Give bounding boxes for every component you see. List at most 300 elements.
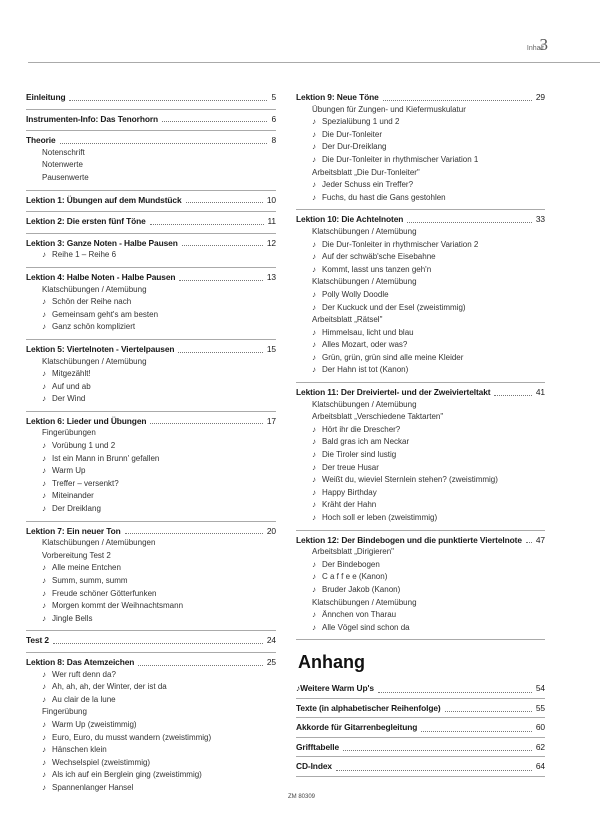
toc-title: Grifftabelle (296, 741, 340, 752)
music-note-icon: ♪ (42, 669, 46, 679)
music-note-icon: ♪ (312, 610, 316, 620)
toc-entry[interactable] (296, 192, 545, 205)
music-note-icon: ♪ (312, 475, 316, 485)
music-note-icon: ♪ (312, 500, 316, 510)
entry-text: Fingerübung (42, 707, 87, 717)
toc-entry[interactable] (26, 600, 276, 613)
music-note-icon: ♪ (42, 563, 46, 573)
music-note-icon: ♪ (312, 462, 316, 472)
toc-page-number: 11 (267, 216, 276, 227)
toc-entry[interactable] (26, 537, 276, 550)
toc-title: Lektion 12: Der Bindebogen und die punktierte Viertelnote (296, 534, 522, 545)
entry-text: Arbeitsblatt „Dirigieren" (312, 547, 394, 557)
music-note-icon: ♪ (42, 466, 46, 476)
music-note-icon: ♪ (42, 613, 46, 623)
entry-text: Polly Wolly Doodle (322, 289, 389, 299)
toc-entry[interactable] (26, 309, 276, 322)
toc-entry[interactable] (296, 179, 545, 192)
toc-heading[interactable] (26, 114, 276, 126)
toc-heading[interactable] (296, 679, 545, 698)
toc-entry[interactable] (26, 706, 276, 719)
toc-entry[interactable] (26, 159, 276, 172)
toc-section (26, 272, 276, 334)
toc-entry[interactable] (26, 782, 276, 795)
toc-title: Lektion 11: Der Dreiviertel- und der Zweivierteltakt (296, 387, 491, 398)
toc-section (296, 535, 545, 635)
entry-text: Die Dur-Tonleiter in rhythmischer Variation 1 (322, 154, 479, 164)
music-note-icon: ♪ (312, 180, 316, 190)
dot-leader (178, 344, 262, 353)
entry-text: Vorübung 1 und 2 (52, 441, 116, 451)
toc-heading[interactable] (26, 657, 276, 669)
entry-text: Ah, ah, ah, der Winter, der ist da (52, 682, 167, 692)
toc-entry[interactable] (26, 681, 276, 694)
music-note-icon: ♪ (312, 192, 316, 202)
toc-title: Lektion 2: Die ersten fünf Töne (26, 216, 146, 227)
music-note-icon: ♪ (312, 487, 316, 497)
toc-section (26, 526, 276, 626)
entry-text: Wer ruft denn da? (52, 669, 116, 679)
entry-text: Auf der schwäb'sche Eisebahne (322, 252, 436, 262)
toc-entry[interactable] (26, 368, 276, 381)
entry-text: Die Dur-Tonleiter (322, 129, 383, 139)
toc-entry[interactable] (296, 289, 545, 302)
toc-page-number: 6 (271, 113, 276, 124)
toc-heading[interactable] (296, 718, 545, 737)
entry-text: Warm Up (zweistimmig) (52, 719, 137, 729)
entry-text: Alle Vögel sind schon da (322, 622, 410, 632)
music-note-icon: ♪ (312, 302, 316, 312)
toc-entry[interactable] (296, 167, 545, 180)
entry-text: Treffer – versenkt? (52, 478, 119, 488)
entry-text: Die Tiroler sind lustig (322, 450, 397, 460)
toc-heading[interactable] (26, 272, 276, 284)
toc-entry[interactable] (296, 327, 545, 340)
dot-leader (421, 718, 532, 732)
toc-title: ♪Weitere Warm Up's (296, 683, 374, 694)
section-divider (296, 209, 545, 210)
toc-entry[interactable] (296, 399, 545, 412)
music-note-icon: ♪ (312, 252, 316, 262)
toc-heading[interactable] (296, 387, 545, 399)
toc-entry[interactable] (296, 512, 545, 525)
toc-title: Theorie (26, 135, 56, 146)
toc-entry[interactable] (26, 249, 276, 262)
toc-heading[interactable] (26, 416, 276, 428)
dot-leader (445, 699, 532, 713)
dot-leader (179, 272, 262, 281)
toc-page-number: 17 (266, 415, 276, 426)
music-note-icon: ♪ (42, 478, 46, 488)
toc-title: Akkorde für Gitarrenbegleitung (296, 722, 418, 733)
entry-text: Spannenlanger Hansel (52, 782, 134, 792)
toc-entry[interactable] (296, 499, 545, 512)
toc-title: Lektion 7: Ein neuer Ton (26, 525, 121, 536)
music-note-icon: ♪ (312, 142, 316, 152)
toc-heading[interactable] (296, 535, 545, 547)
entry-text: Jeder Schuss ein Treffer? (322, 180, 414, 190)
toc-entry[interactable] (296, 116, 545, 129)
entry-text: Der Dur-Dreiklang (322, 142, 387, 152)
toc-heading[interactable] (296, 738, 545, 757)
music-note-icon: ♪ (42, 694, 46, 704)
entry-text: Der Dreiklang (52, 504, 101, 514)
toc-heading[interactable] (296, 699, 545, 718)
music-note-icon: ♪ (42, 297, 46, 307)
toc-entry[interactable] (26, 356, 276, 369)
entry-text: Grün, grün, grün sind alle meine Kleider (322, 352, 464, 362)
entry-text: Klatschübungen / Atemübung (42, 284, 147, 294)
toc-entry[interactable] (26, 694, 276, 707)
toc-entry[interactable] (296, 302, 545, 315)
entry-text: Hoch soll er leben (zweistimmig) (322, 513, 438, 522)
music-note-icon: ♪ (42, 250, 46, 260)
entry-text: Klatschübungen / Atemübungen (42, 538, 156, 548)
toc-entry[interactable] (26, 613, 276, 626)
music-note-icon: ♪ (312, 559, 316, 569)
toc-page-number: 5 (271, 92, 276, 102)
toc-page-number: 33 (535, 214, 545, 225)
toc-entry[interactable] (26, 732, 276, 745)
entry-text: Pausenwerte (42, 172, 89, 182)
toc-left-column (26, 92, 276, 795)
dot-leader (378, 679, 532, 693)
toc-page-number: 15 (266, 343, 276, 354)
toc-entry[interactable] (296, 609, 545, 622)
entry-text: Arbeitsblatt „Verschiedene Taktarten" (312, 412, 444, 422)
entry-text: Mitgezählt! (52, 369, 91, 379)
entry-text: Arbeitsblatt „Die Dur-Tonleiter" (312, 167, 420, 177)
section-divider (26, 521, 276, 522)
toc-page-number: 54 (535, 683, 545, 694)
footer-code: ZM 80309 (288, 794, 316, 800)
music-note-icon: ♪ (42, 369, 46, 379)
toc-entry[interactable] (296, 276, 545, 289)
toc-section (26, 195, 276, 207)
toc-entry[interactable] (26, 453, 276, 466)
toc-heading[interactable] (26, 195, 276, 207)
entry-text: Klatschübungen / Atemübung (312, 226, 417, 236)
music-note-icon: ♪ (296, 683, 301, 694)
section-divider (26, 652, 276, 653)
entry-text: Himmelsau, licht und blau (322, 327, 414, 337)
music-note-icon: ♪ (42, 782, 46, 792)
toc-title: Lektion 10: Die Achtelnoten (296, 214, 404, 225)
page-header (28, 32, 600, 63)
dot-leader (162, 114, 267, 123)
toc-entry[interactable] (296, 424, 545, 437)
entry-text: Happy Birthday (322, 487, 377, 497)
toc-title: Lektion 1: Übungen auf dem Mundstück (26, 194, 182, 205)
entry-text: Wechselspiel (zweistimmig) (52, 757, 151, 767)
toc-section (26, 114, 276, 126)
anhang-row (296, 699, 545, 719)
anhang-list (296, 679, 545, 777)
toc-entry[interactable] (296, 584, 545, 597)
entry-text: Der treue Husar (322, 462, 379, 472)
toc-page-number: 64 (535, 761, 545, 772)
toc-entry[interactable] (296, 622, 545, 635)
toc-title: Instrumenten-Info: Das Tenorhorn (26, 113, 159, 124)
toc-entry[interactable] (296, 251, 545, 264)
toc-entry[interactable] (26, 550, 276, 563)
entry-text: Morgen kommt der Weihnachtsmann (52, 601, 184, 611)
toc-entry[interactable] (26, 478, 276, 491)
entry-text: Gemeinsam geht's am besten (52, 309, 159, 319)
entry-text: Reihe 1 – Reihe 6 (52, 250, 117, 260)
entry-text: Vorbereitung Test 2 (42, 550, 111, 560)
toc-title: Einleitung (26, 92, 66, 102)
toc-entry[interactable] (26, 465, 276, 478)
entry-text: Der Hahn ist tot (Kanon) (322, 365, 409, 375)
music-note-icon: ♪ (312, 327, 316, 337)
music-note-icon: ♪ (312, 239, 316, 249)
toc-entry[interactable] (26, 744, 276, 757)
dot-leader (125, 526, 263, 535)
entry-text: Bald gras ich am Neckar (322, 437, 410, 447)
dot-leader (526, 535, 532, 544)
toc-page-number: 62 (535, 741, 545, 752)
toc-title: Lektion 5: Viertelnoten - Viertelpausen (26, 343, 175, 354)
toc-entry[interactable] (296, 487, 545, 500)
toc-entry[interactable] (26, 172, 276, 185)
section-divider (296, 382, 545, 383)
music-note-icon: ♪ (312, 352, 316, 362)
anhang-row (296, 679, 545, 699)
section-divider (296, 639, 545, 640)
entry-text: Ganz schön kompliziert (52, 322, 136, 332)
toc-entry[interactable] (26, 393, 276, 406)
entry-text: Miteinander (52, 491, 94, 501)
entry-text: Klatschübungen / Atemübung (312, 399, 417, 409)
dot-leader (182, 238, 263, 247)
toc-page-number: 60 (535, 722, 545, 733)
toc-heading[interactable] (26, 238, 276, 250)
entry-text: Fingerübungen (42, 428, 96, 438)
section-divider (296, 530, 545, 531)
toc-entry[interactable] (296, 474, 545, 487)
toc-heading[interactable] (26, 216, 276, 228)
toc-page-number: 41 (535, 387, 545, 398)
section-divider (26, 211, 276, 212)
toc-section (26, 416, 276, 516)
music-note-icon: ♪ (42, 588, 46, 598)
music-note-icon: ♪ (312, 289, 316, 299)
toc-section (296, 214, 545, 377)
music-note-icon: ♪ (312, 572, 316, 582)
entry-text: C a f f e e (Kanon) (322, 572, 388, 582)
toc-entry[interactable] (26, 321, 276, 334)
music-note-icon: ♪ (42, 504, 46, 514)
dot-leader (150, 216, 264, 225)
dot-leader (343, 738, 532, 752)
entry-text: Klatschübungen / Atemübung (312, 277, 417, 287)
toc-entry[interactable] (26, 503, 276, 516)
anhang-row (296, 757, 545, 777)
music-note-icon: ♪ (42, 491, 46, 501)
toc-heading[interactable] (296, 214, 545, 226)
entry-text: Alles Mozart, oder was? (322, 340, 408, 350)
music-note-icon: ♪ (42, 322, 46, 332)
anhang-row (296, 738, 545, 758)
toc-entry[interactable] (296, 411, 545, 424)
entry-text: Notenschrift (42, 147, 85, 157)
toc-entry[interactable] (26, 490, 276, 503)
section-divider (26, 233, 276, 234)
music-note-icon: ♪ (312, 513, 316, 522)
section-divider (26, 411, 276, 412)
music-note-icon: ♪ (42, 394, 46, 404)
toc-entry[interactable] (296, 546, 545, 559)
toc-entry[interactable] (296, 571, 545, 584)
section-divider (26, 130, 276, 131)
music-note-icon: ♪ (42, 732, 46, 742)
toc-entry[interactable] (26, 588, 276, 601)
toc-right-column (296, 92, 545, 777)
entry-text: Bruder Jakob (Kanon) (322, 584, 401, 594)
toc-title: Lektion 4: Halbe Noten - Halbe Pausen (26, 271, 176, 282)
toc-heading[interactable] (26, 526, 276, 538)
toc-entry[interactable] (26, 147, 276, 160)
music-note-icon: ♪ (312, 424, 316, 434)
entry-text: Klatschübungen / Atemübung (312, 597, 417, 607)
toc-entry[interactable] (296, 129, 545, 142)
music-note-icon: ♪ (42, 381, 46, 391)
toc-heading[interactable] (296, 757, 545, 776)
dot-leader (60, 135, 268, 144)
toc-section (26, 135, 276, 184)
toc-entry[interactable] (296, 559, 545, 572)
toc-entry[interactable] (296, 597, 545, 610)
music-note-icon: ♪ (312, 622, 316, 632)
toc-entry[interactable] (26, 669, 276, 682)
toc-entry[interactable] (26, 769, 276, 782)
music-note-icon: ♪ (42, 757, 46, 767)
toc-entry[interactable] (296, 239, 545, 252)
music-note-icon: ♪ (42, 441, 46, 451)
toc-heading[interactable] (26, 135, 276, 147)
entry-text: Als ich auf ein Berglein ging (zweistimmig) (52, 770, 202, 780)
entry-text: Freude schöner Götterfunken (52, 588, 157, 598)
music-note-icon: ♪ (42, 453, 46, 463)
music-note-icon: ♪ (42, 309, 46, 319)
entry-text: Au clair de la lune (52, 694, 116, 704)
toc-entry[interactable] (296, 352, 545, 365)
toc-entry[interactable] (26, 427, 276, 440)
music-note-icon: ♪ (312, 129, 316, 139)
section-divider (26, 339, 276, 340)
music-note-icon: ♪ (42, 745, 46, 755)
toc-section (296, 387, 545, 525)
entry-text: Ist ein Mann in Brunn' gefallen (52, 453, 160, 463)
entry-text: Die Dur-Tonleiter in rhythmischer Variation 2 (322, 239, 479, 249)
toc-entry[interactable] (296, 364, 545, 377)
toc-entry[interactable] (296, 226, 545, 239)
toc-entry[interactable] (296, 264, 545, 277)
anhang-row (296, 718, 545, 738)
music-note-icon: ♪ (312, 437, 316, 447)
toc-title: Lektion 6: Lieder und Übungen (26, 415, 147, 426)
toc-page-number: 29 (535, 92, 545, 102)
section-divider (26, 109, 276, 110)
entry-text: Kräht der Hahn (322, 500, 377, 510)
toc-title: Texte (in alphabetischer Reihenfolge) (296, 702, 441, 713)
toc-entry[interactable] (296, 449, 545, 462)
music-note-icon: ♪ (312, 365, 316, 375)
section-divider (26, 190, 276, 191)
toc-page-number: 8 (271, 135, 276, 146)
toc-section (26, 92, 276, 104)
entry-text: Summ, summ, summ (52, 576, 128, 585)
entry-text: Klatschübungen / Atemübung (42, 356, 147, 366)
toc-entry[interactable] (296, 141, 545, 154)
toc-entry[interactable] (26, 757, 276, 770)
toc-page-number: 20 (266, 525, 276, 536)
toc-section (26, 238, 276, 262)
dot-leader (53, 635, 263, 644)
entry-text: Hänschen klein (52, 745, 107, 755)
entry-text: Der Kuckuck und der Esel (zweistimmig) (322, 302, 466, 312)
toc-heading[interactable] (26, 635, 276, 647)
entry-text: Übungen für Zungen- und Kiefermuskulatur (312, 104, 466, 114)
dot-leader (383, 92, 532, 101)
toc-page-number: 55 (535, 702, 545, 713)
toc-entry[interactable] (296, 462, 545, 475)
toc-page-number: 10 (266, 194, 276, 205)
toc-entry[interactable] (26, 284, 276, 297)
toc-section (26, 635, 276, 647)
music-note-icon: ♪ (312, 154, 316, 164)
toc-heading[interactable] (26, 344, 276, 356)
entry-text: Kommt, lasst uns tanzen geh'n (322, 264, 432, 274)
toc-entry[interactable] (296, 314, 545, 327)
toc-entry[interactable] (26, 562, 276, 575)
music-note-icon: ♪ (42, 576, 46, 585)
toc-entry[interactable] (296, 104, 545, 117)
toc-entry[interactable] (296, 339, 545, 352)
toc-entry[interactable] (296, 154, 545, 167)
toc-title: Lektion 3: Ganze Noten - Halbe Pausen (26, 237, 178, 248)
toc-entry[interactable] (26, 575, 276, 588)
toc-title: Lektion 8: Das Atemzeichen (26, 656, 135, 667)
anhang-title: Anhang (298, 652, 365, 673)
dot-leader (138, 657, 263, 666)
entry-text: Weißt du, wieviel Sternlein stehen? (zweistimmig) (322, 475, 498, 485)
toc-heading[interactable] (296, 92, 545, 104)
entry-text: Notenwerte (42, 160, 83, 170)
toc-section (26, 657, 276, 795)
dot-leader (186, 195, 263, 204)
dot-leader (407, 214, 532, 223)
toc-section (26, 344, 276, 406)
dot-leader (494, 387, 531, 396)
music-note-icon: ♪ (42, 682, 46, 692)
entry-text: Ännchen von Tharau (322, 610, 397, 620)
toc-entry[interactable] (26, 440, 276, 453)
section-divider (26, 267, 276, 268)
toc-heading[interactable] (26, 92, 276, 104)
toc-entry[interactable] (26, 296, 276, 309)
entry-text: Der Bindebogen (322, 559, 380, 569)
toc-page-number: 47 (535, 534, 545, 545)
toc-section (296, 92, 545, 204)
toc-page-number: 12 (266, 237, 276, 248)
toc-entry[interactable] (26, 381, 276, 394)
toc-entry[interactable] (26, 719, 276, 732)
toc-entry[interactable] (296, 436, 545, 449)
toc-page-number: 24 (266, 635, 276, 646)
entry-text: Fuchs, du hast die Gans gestohlen (322, 192, 446, 202)
